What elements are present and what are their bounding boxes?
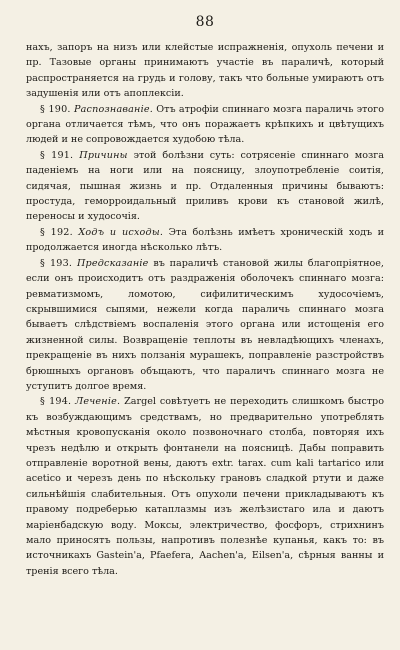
page-number: 88 xyxy=(195,14,215,30)
section-number: § 191. xyxy=(40,149,74,161)
paragraph-text: Zargel совѣтуетъ не переходить слишкомъ быстро къ возбуждающимъ средствамъ, но предварительно употреблять мѣстныя кровопусканія около позвоночнаго столба, повторяя ихъ чрезъ недѣлю и открыть фонтанели на поясницѣ. Дабы поправить отправленіе воротной вены, даютъ extr. taraх. cum kali tartarico или acetico и черезъ день по нѣскольку грановъ сладкой ртути и даже сильнѣйшія слабительныя. Отъ опухоли печени прикладываютъ къ правому подреберью катаплазмы изъ желѣзистаго ила и даютъ маріенбадскую воду. Моксы, электричество, фосфоръ, стрихнинъ мало приносятъ пользы, напротивъ полезнѣе купанья, какъ то: въ источникахъ Gastein'a, Pfaefera, Aachen'a, Eilsen'a, сѣрныя ванны и тренія всего тѣла. xyxy=(26,396,384,577)
section-heading: Распознаваніе. xyxy=(73,103,153,115)
section-number: § 193. xyxy=(40,257,73,269)
paragraph-text: Эта болѣзнь имѣетъ хроническій ходъ и продолжается иногда нѣсколько лѣтъ. xyxy=(26,226,384,254)
body-text xyxy=(26,40,384,579)
paragraph-text: нахъ, запоръ на низъ или клейстые испражненія, опухоль печени и пр. Тазовые органы принимаютъ участіе въ параличѣ, который распространяется на грудь и голову, такъ что больные умираютъ отъ задушенія или отъ апоплексіи. xyxy=(26,42,384,100)
paragraph-193-prognosis xyxy=(26,256,384,395)
paragraph-text: въ параличѣ становой жилы благопріятное, если онъ происходитъ отъ раздраженія оболочекъ спиннаго мозга: ревматизмомъ, ломотою, сифилитическимъ худосочіемъ, скрывшимися сыпями, нежели когда параличь спиннаго мозга бываетъ слѣдствіемъ воспаленія этого органа или истощенія его жизненной силы. Возвращеніе теплоты въ невладѣющихъ членахъ, прекращеніе въ нихъ ползанія мурашекъ, поправленіе разстройствъ брюшныхъ органовъ объщаютъ, что параличъ спиннаго мозга не уступитъ долгое время. xyxy=(26,257,384,392)
paragraph-191-causes xyxy=(26,148,384,225)
section-heading: Предсказаніе xyxy=(76,257,149,269)
paragraph-192-course xyxy=(26,225,384,256)
paragraph-194-treatment xyxy=(26,394,384,579)
section-number: § 192. xyxy=(40,226,73,238)
paragraph-text: этой болѣзни суть: сотрясеніе спиннаго мозга паденіемъ на ноги или на поясницу, злоупотребленіе соитія, сидячая, пышная жизнь и пр. Отдаленныя причины бываютъ: простуда, геморроидальный приливъ крови къ становой жилѣ, переносы и худосочія. xyxy=(26,149,384,223)
paragraph-text: Отъ атрофіи спиннаго мозга параличь этого органа отличается тѣмъ, что онъ поражаетъ крѣпкихъ и цвѣтущихъ людей и не сопровождается худобою тѣла. xyxy=(26,103,384,146)
section-number: § 194. xyxy=(40,396,72,408)
section-heading: Ходъ и исходы. xyxy=(78,226,164,238)
paragraph-continuation xyxy=(26,40,384,102)
section-number: § 190. xyxy=(40,103,71,115)
paragraph-190-diagnosis xyxy=(26,102,384,148)
section-heading: Причины xyxy=(79,149,128,161)
section-heading: Леченіе. xyxy=(75,396,121,408)
